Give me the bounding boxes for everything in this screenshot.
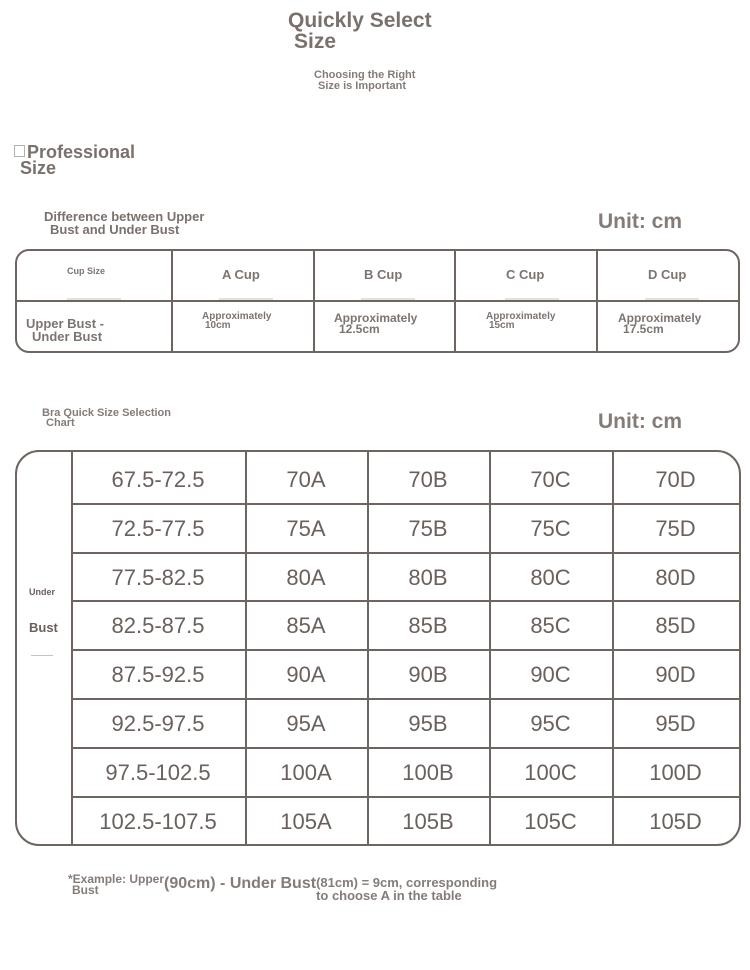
cup-b-value [334,313,417,335]
row-divider [71,747,739,749]
bra-size-cell: 105C [524,808,577,834]
cup-size-header: Cup Size [67,266,106,276]
cup-a-value [202,312,271,330]
row-divider [17,300,738,302]
example-note [68,874,497,902]
column-divider [245,452,247,844]
cup-header-d: D Cup [648,267,687,282]
cup-d-value-line1: Approximately [618,311,702,325]
decorative-dash [219,298,273,300]
example-part1-line1: *Example: Upper [68,872,165,886]
page-title-line1: Quickly Select [288,9,432,32]
bra-size-cell: 85D [655,613,696,639]
bra-size-cell: 80A [286,564,326,590]
cup-d-value-line2: 17.5cm [623,322,664,336]
bra-size-cell: 95C [530,711,571,736]
professional-line2: Size [20,158,57,178]
bra-size-cell: 75D [655,515,696,541]
bra-size-cell: 95D [655,711,696,736]
bra-size-cell: 100B [402,759,454,785]
row-divider [71,552,739,554]
bra-size-cell: 105A [280,808,332,834]
bra-size-cell: 95A [286,711,326,736]
row-divider [71,698,739,700]
decorative-dash [505,298,559,300]
side-label-small: Under [29,587,56,597]
cup-header-b: B Cup [364,267,403,282]
bra-size-cell: 80C [530,564,571,590]
bra-size-cell: 70C [530,467,571,492]
page-subtitle-line2: Size is Important [318,80,407,92]
size-chart-title-line1: Bra Quick Size Selection [42,407,171,419]
cup-c-value [486,312,555,330]
cup-a-value-line2: 10cm [205,320,231,331]
under-bust-range-cell: 87.5-92.5 [111,662,205,688]
difference-title-line1: Difference between Upper [44,209,205,224]
bra-size-cell: 100D [649,759,702,785]
bra-size-cell: 95B [408,711,448,736]
cup-b-value-line1: Approximately [334,311,418,325]
bra-size-cell: 75B [408,515,448,541]
row-label-line1: Upper Bust - [26,316,104,331]
difference-title-line2: Bust and Under Bust [50,222,180,237]
under-bust-range-cell: 97.5-102.5 [105,759,211,785]
bra-size-cell: 100C [524,759,577,785]
checkbox-glyph-icon [14,145,25,157]
size-chart-title-line2: Chart [46,417,75,429]
row-divider [71,649,739,651]
bra-size-cell: 105B [402,808,454,834]
bra-size-cell: 85C [530,613,571,639]
unit-label: Unit: cm [598,410,682,433]
example-part1-line2: Bust [72,883,99,897]
page-subtitle [314,70,415,92]
page-title-line2: Size [294,30,337,53]
bra-size-cell: 85A [286,613,326,639]
decorative-dash [67,298,121,300]
example-part3 [316,876,497,902]
cup-d-value [618,313,701,335]
size-chart-title [42,408,171,428]
row-label-line2: Under Bust [32,329,103,344]
column-divider [71,452,73,844]
cup-c-value-line1: Approximately [486,311,556,322]
row-divider [71,796,739,798]
size-chart-table [15,450,741,846]
cup-b-value-line2: 12.5cm [339,322,380,336]
under-bust-range-cell: 102.5-107.5 [99,808,217,834]
column-divider [367,452,369,844]
cup-c-value-line2: 15cm [489,320,515,331]
bra-size-cell: 105D [649,808,702,834]
decorative-dash [31,655,53,656]
column-divider [612,452,614,844]
row-divider [71,600,739,602]
under-bust-range-cell: 77.5-82.5 [111,564,205,590]
under-bust-range-cell: 82.5-87.5 [111,613,205,639]
under-bust-range-cell: 67.5-72.5 [111,467,205,492]
bra-size-cell: 100A [280,759,332,785]
bra-size-cell: 75A [286,515,326,541]
difference-table [15,249,740,353]
bra-size-cell: 85B [408,613,448,639]
example-part3-line1: (81cm) = 9cm, corresponding [316,875,498,890]
difference-table-title [44,210,204,236]
bra-size-cell: 70B [408,467,448,492]
decorative-dash [645,298,699,300]
bra-size-cell: 75C [530,515,571,541]
page-subtitle-line1: Choosing the Right [314,69,416,81]
cup-header-a: A Cup [222,267,260,282]
row-label-upper-minus-under [26,317,104,343]
under-bust-range-cell: 72.5-77.5 [111,515,205,541]
under-bust-range-cell: 92.5-97.5 [111,711,205,736]
cup-header-c: C Cup [506,267,545,282]
section-heading-professional [14,144,135,176]
unit-label: Unit: cm [598,210,682,233]
bra-size-cell: 90C [530,662,571,688]
side-label-under-bust: Bust [29,620,58,635]
bra-size-cell: 80B [408,564,448,590]
bra-size-cell: 70A [286,467,326,492]
example-part2: (90cm) - Under Bust [164,875,317,892]
page-title [288,10,488,52]
bra-size-cell: 80D [655,564,696,590]
row-divider [71,503,739,505]
example-part1 [68,874,164,896]
bra-size-cell: 70D [655,467,696,492]
bra-size-cell: 90A [286,662,326,688]
decorative-dash [361,298,415,300]
professional-line1: Professional [27,142,136,162]
column-divider [489,452,491,844]
example-part3-line2: to choose A in the table [316,888,462,903]
bra-size-cell: 90B [408,662,448,688]
bra-size-cell: 90D [655,662,696,688]
cup-a-value-line1: Approximately [202,311,272,322]
